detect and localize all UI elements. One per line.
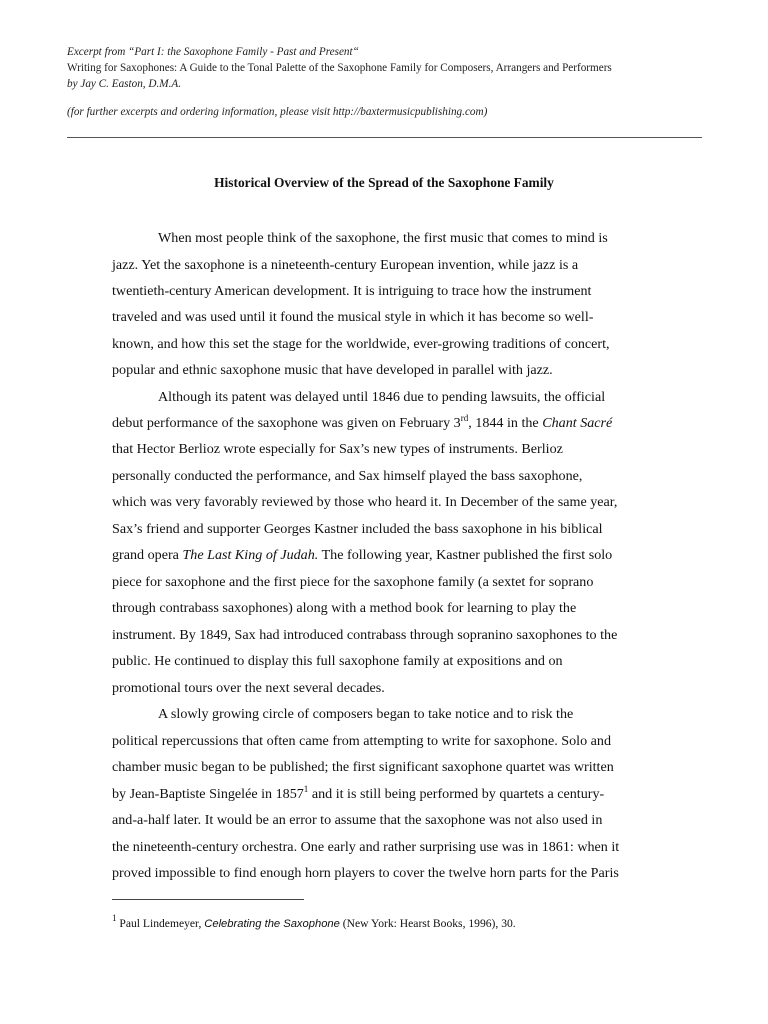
footnote-divider [112,899,304,900]
text-line: proved impossible to find enough horn players to cover the twelve horn parts for the Paris [112,865,619,881]
text-line: public. He continued to display this full saxophone family at expositions and on [112,653,563,669]
footnote-ref: 1 [303,784,309,794]
text-span: debut performance of the saxophone was given on February 3 [112,415,461,431]
footnote-book-title: Celebrating the Saxophone [204,918,340,930]
text-line: which was very favorably reviewed by those who heard it. In December of the same year, [112,494,618,510]
text-line: popular and ethnic saxophone music that have developed in parallel with jazz. [112,362,553,378]
text-line: chamber music began to be published; the first significant saxophone quartet was written [112,759,614,775]
text-line: personally conducted the performance, and Sax himself played the bass saxophone, [112,468,583,484]
excerpt-line: Excerpt from “Part I: the Saxophone Family - Past and Present“ [67,46,359,58]
text-line: political repercussions that often came from attempting to write for saxophone. Solo and [112,733,612,749]
text-line [112,546,612,564]
text-line: twentieth-century American development. It is intriguing to trace how the instrument [112,283,592,299]
text-line [112,414,612,432]
footnote-author: Paul Lindemeyer, [116,917,205,930]
text-line: Sax’s friend and supporter Georges Kastner included the bass saxophone in his biblical [112,521,603,537]
footnote-publication: (New York: Hearst Books, 1996), 30. [339,917,516,930]
text-span: The following year, Kastner published the first solo [318,547,613,563]
book-title: Writing for Saxophones: A Guide to the Tonal Palette of the Saxophone Family for Composers, Arrangers and Performers [67,62,612,74]
text-line [112,785,604,803]
article-title: Historical Overview of the Spread of the Saxophone Family [214,175,554,190]
header-divider [67,137,702,138]
text-line: that Hector Berlioz wrote especially for Sax’s new types of instruments. Berlioz [112,441,563,457]
text-line: and-a-half later. It would be an error to assume that the saxophone was not also used in [112,812,603,828]
ordering-info: (for further excerpts and ordering information, please visit http://baxtermusicpublishing.com) [67,106,488,118]
text-span: grand opera [112,547,183,563]
text-line: piece for saxophone and the first piece for the saxophone family (a sextet for soprano [112,574,594,590]
text-line: jazz. Yet the saxophone is a nineteenth-century European invention, while jazz is a [112,257,579,273]
text-span: , 1844 in the [468,415,543,431]
text-line: promotional tours over the next several decades. [112,680,385,696]
text-line: through contrabass saxophones) along with a method book for learning to play the [112,600,577,616]
text-line: A slowly growing circle of composers began to take notice and to risk the [158,706,574,722]
footnote-marker: 1 [112,913,117,923]
text-line: traveled and was used until it found the musical style in which it has become so well- [112,309,594,325]
author-line: by Jay C. Easton, D.M.A. [67,78,182,90]
footnote [112,913,516,932]
text-line: Although its patent was delayed until 1846 due to pending lawsuits, the official [158,389,606,405]
superscript: rd [460,413,469,423]
work-title: Chant Sacré [542,415,613,431]
work-title: The Last King of Judah. [182,547,319,563]
text-span: by Jean-Baptiste Singelée in 1857 [112,786,304,802]
text-line: When most people think of the saxophone, the first music that comes to mind is [158,230,608,246]
text-span: and it is still being performed by quartets a century- [308,786,605,802]
text-line: known, and how this set the stage for the worldwide, ever-growing traditions of concert, [112,336,610,352]
text-line: instrument. By 1849, Sax had introduced contrabass through sopranino saxophones to the [112,627,618,643]
text-line: the nineteenth-century orchestra. One early and rather surprising use was in 1861: when it [112,839,620,855]
